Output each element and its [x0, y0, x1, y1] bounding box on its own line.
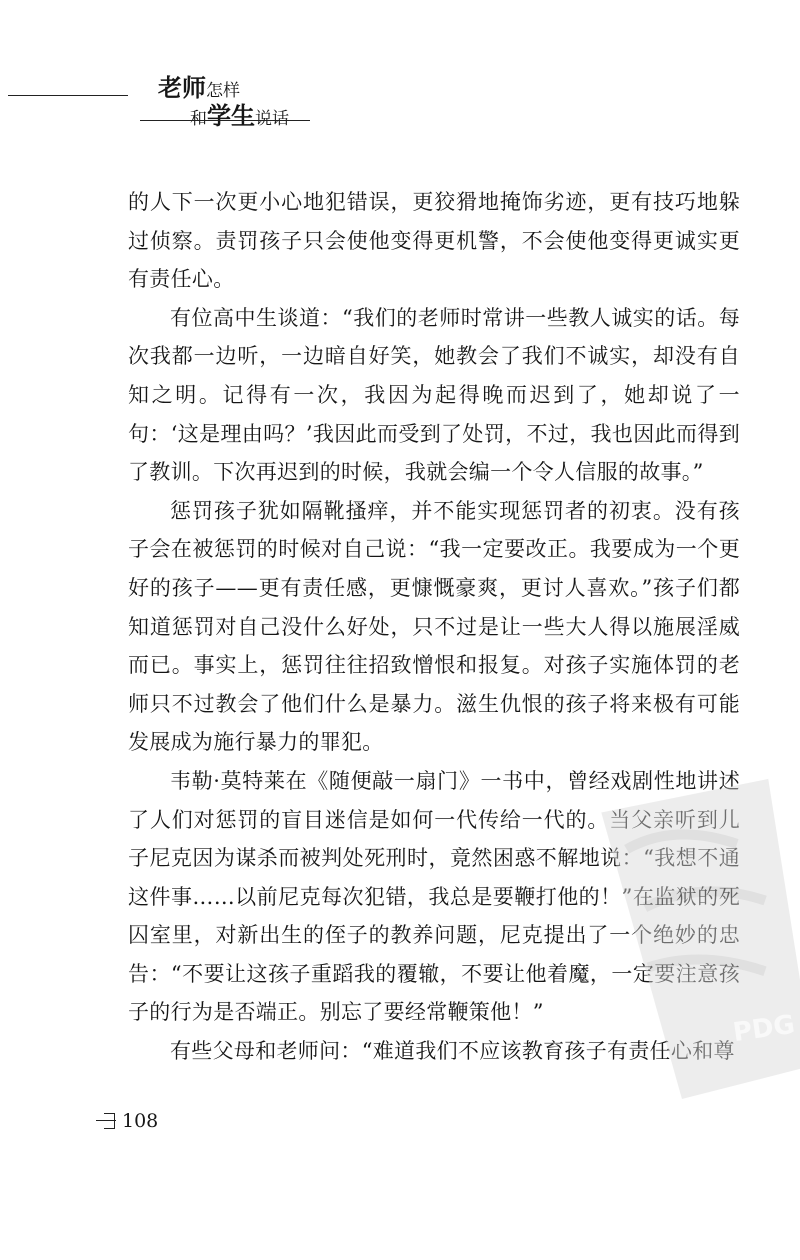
watermark-text: PDG: [731, 1009, 797, 1049]
header-title-small-1: 怎样: [206, 81, 240, 101]
page-footer: [96, 1110, 158, 1132]
header-title-small-2b: 说话: [255, 109, 289, 129]
header-title-big-1: 老师: [158, 74, 206, 102]
page-number: 108: [122, 1110, 159, 1132]
header-title-big-2: 学生: [207, 102, 255, 130]
header-title-line2: [190, 96, 289, 131]
paragraph: 有位高中生谈道：“我们的老师时常讲一些教人诚实的话。每次我都一边听，一边暗自好笑，她教会了我们不诚实，却没有自知之明。记得有一次，我因为起得晚而迟到了，她却说了一句：‘这是理由吗？’我因此而受到了处罚，不过，我也因此而得到了教训。下次再迟到的时候，我就会编一个令人信服的故事。”: [128, 305, 740, 485]
header-title-small-2a: 和: [190, 109, 207, 129]
paragraph: 韦勒·莫特莱在《随便敲一扇门》一书中，曾经戏剧性地讲述了人们对惩罚的盲目迷信是如何一代传给一代的。当父亲听到儿子尼克因为谋杀而被判处死刑时，竟然困惑不解地说：“我想不通这件事……以前尼克每次犯错，我总是要鞭打他的！”在监狱的死囚室里，对新出生的侄子的教养问题，尼克提出了一个绝妙的忠告：“不要让这孩子重蹈我的覆辙，不要让他着魔，一定要注意孩子的行为是否端正。别忘了要经常鞭策他！”: [128, 768, 740, 1025]
header-rule-left: [8, 95, 128, 96]
header-rule-under: [140, 120, 310, 121]
paragraph: 的人下一次更小心地犯错误，更狡猾地掩饰劣迹，更有技巧地躲过侦察。责罚孩子只会使他变得更机警，不会使他变得更诚实更有责任心。: [128, 190, 740, 292]
paragraph: 有些父母和老师问：“难道我们不应该教育孩子有责任心和尊: [170, 1039, 735, 1064]
page-arrow-icon: [96, 1113, 116, 1129]
paragraph: 惩罚孩子犹如隔靴搔痒，并不能实现惩罚者的初衷。没有孩子会在被惩罚的时候对自己说：“我一定要改正。我要成为一个更好的孩子——更有责任感，更慷慨豪爽，更讨人喜欢。”孩子们都知道惩罚对自己没什么好处，只不过是让一些大人得以施展淫威而已。事实上，惩罚往往招致憎恨和报复。对孩子实施体罚的老师只不过教会了他们什么是暴力。滋生仇恨的孩子将来极有可能发展成为施行暴力的罪犯。: [128, 498, 740, 755]
